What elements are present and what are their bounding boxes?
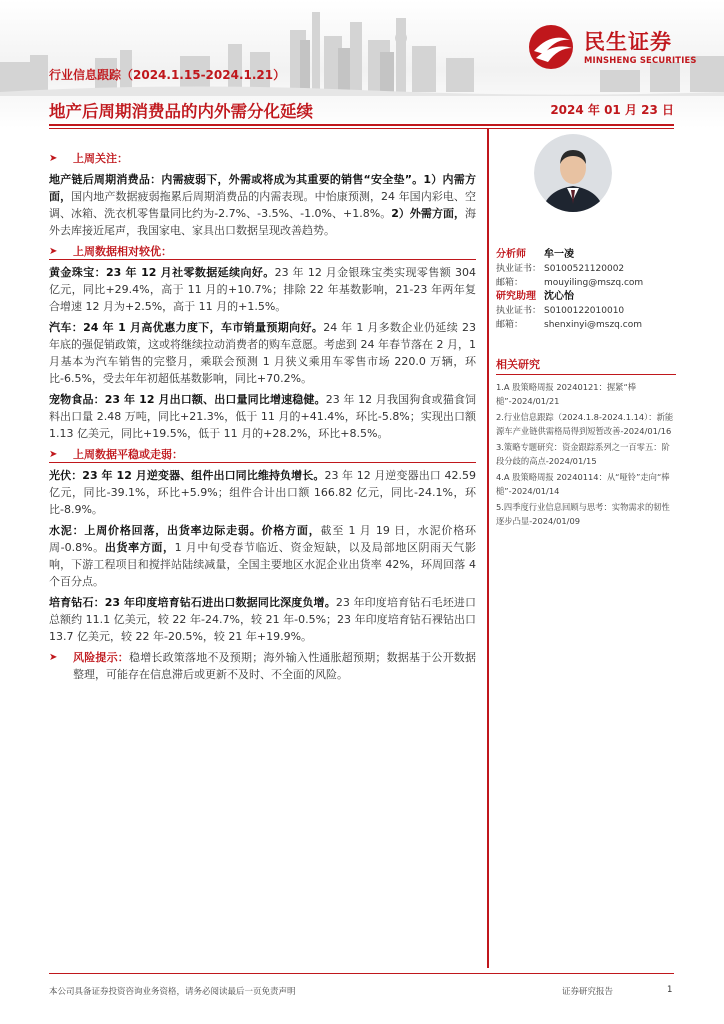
analyst-email[interactable]: shenxinyi@mszq.com: [544, 320, 642, 330]
column-divider: [487, 128, 489, 968]
arrow-icon: ➤: [49, 448, 58, 460]
section-head-weaker: [49, 446, 476, 463]
related-item-4[interactable]: 4.A 股策略周报 20240114：从“哑铃”走向“棒槌”-2024/01/14: [496, 472, 670, 496]
risk-text: 稳增长政策落地不及预期；海外输入性通胀超预期；数据基于公开数据整理，可能存在信息滞后或更新不及时、不全面的风险。: [73, 651, 476, 681]
cert-number: S0100521120002: [544, 264, 625, 274]
analyst-email[interactable]: mouyiling@mszq.com: [544, 278, 644, 288]
report-category: 行业信息跟踪（2024.1.15-2024.1.21）: [49, 68, 286, 82]
header-rule-thin: [49, 128, 674, 129]
bold-lead: 黄金珠宝：23 年 12 月社零数据延续向好。: [49, 266, 275, 279]
risk-paragraph: [73, 649, 476, 683]
body-text: 23 年 12 月我国狗食或猫食饲料出口量 2.48 万吨，同比+21.3%，低于 11 月的+41.4%，环比-5.8%；实现出口额 1.13 亿美元，同比+19.5%，低于 11 月的+28.2%，环比+8.5%。: [49, 393, 477, 440]
bold-lead: 水泥：上周价格回落，出货率边际走弱。价格方面，: [49, 524, 321, 537]
logo-english-name: MINSHENG SECURITIES: [584, 55, 697, 65]
arrow-icon: ➤: [49, 652, 58, 663]
email-label: 邮箱：: [496, 320, 524, 330]
analyst-role: 分析师: [496, 249, 526, 260]
analyst-2-name-row: [496, 290, 676, 304]
analyst-name: 沈心怡: [544, 291, 574, 302]
bold-lead: 2）外需方面，: [391, 207, 465, 220]
cert-number: S0100122010010: [544, 306, 625, 316]
risk-warning: [49, 649, 476, 687]
related-research-title: 相关研究: [496, 356, 676, 375]
body-text: 截至 1 月 19 日，水泥价格环周-0.8%。: [49, 524, 477, 554]
body-text: 24 年 1 月多数企业仍延续 23 年底的强促销政策，这或将继续拉动消费者的购车意愿。考虑到 24 年春节落在 2 月，1 月基本为汽车销售的完整月，乘联会预测 1 月狭义乘用车零售市场 220.0 万辆，环比-6.5%，受去年年初超低基数影响，同比+70.2%。: [49, 321, 476, 385]
header-rule-thick: [49, 124, 674, 126]
analyst-1-email-row: [496, 276, 676, 290]
bold-lead: 宠物食品：23 年 12 月出口额、出口量同比增速稳健。: [49, 393, 326, 406]
paragraph-jewelry: [49, 264, 476, 315]
footer-rule: [49, 973, 674, 974]
bold-lead: 地产链后周期消费品：内需疲弱下，外需或将成为其重要的销售“安全垫”。1）内需方面，: [49, 173, 476, 203]
related-item-2[interactable]: 2.行业信息跟踪（2024.1.8-2024.1.14）：新能源车产业链供需格局得到短暂改善-2024/01/16: [496, 412, 674, 436]
email-label: 邮箱：: [496, 278, 524, 288]
paragraph-diamond: [49, 594, 476, 645]
paragraph-auto: [49, 319, 476, 387]
arrow-icon: ➤: [49, 245, 58, 257]
footer-disclaimer: 本公司具备证券投资咨询业务资格，请务必阅读最后一页免责声明: [49, 987, 296, 997]
body-text: 1 月中旬受春节临近、资金短缺，以及局部地区阴雨天气影响，下游工程项目和搅拌站陆续减量，全国主要地区水泥企业出货率 42%，环周回落 4 个百分点。: [49, 541, 477, 588]
section-title: 上周关注：: [73, 152, 128, 165]
body-text: 23 年印度培育钻石毛坯进口总额约 11.1 亿美元，较 22 年-24.7%，较 21 年-0.5%；23 年印度培育钻石裸钻出口 13.7 亿美元，较 22 年-20.5%，较 21 年+19.9%。: [49, 596, 476, 643]
related-item-3[interactable]: 3.策略专题研究：资金跟踪系列之一百零五：阶段分歧的高点-2024/01/15: [496, 442, 670, 466]
risk-label: 风险提示：: [73, 651, 129, 664]
paragraph-cement: [49, 522, 476, 590]
body-text: 国内地产数据疲弱拖累后周期消费品的内需表现。中怡康预测，24 年国内彩电、空调、冰箱、洗衣机零售量同比约为-2.7%、-3.5%、-1.0%、+1.8%。: [49, 190, 476, 220]
analyst-1-cert-row: [496, 262, 676, 276]
body-text: 23 年 12 月逆变器出口 42.59 亿元，同比-39.1%，环比+5.9%；组件合计出口额 166.82 亿元，同比-24.1%，环比-8.9%。: [49, 469, 476, 516]
paragraph-pv: [49, 467, 476, 518]
report-title: 地产后周期消费品的内外需分化延续: [49, 102, 313, 121]
report-body: [49, 150, 476, 687]
section-title: 上周数据平稳或走弱：: [73, 447, 183, 461]
cert-label: 执业证书：: [496, 306, 542, 316]
page-number: 1: [667, 985, 673, 995]
analyst-name: 牟一凌: [544, 249, 574, 260]
related-item-1[interactable]: 1.A 股策略周报 20240121：握紧“棒槌”-2024/01/21: [496, 382, 637, 406]
body-text: 23 年 12 月金银珠宝类实现零售额 304 亿元，同比+29.4%，高于 11 月的+10.7%；排除 22 年基数影响，21-23 年两年复合增速 12 月为+2.5%，高于 11 月的+1.5%。: [49, 266, 476, 313]
minsheng-logo: [526, 22, 706, 72]
logo-chinese-name: 民生证券: [584, 30, 672, 54]
analyst-role: 研究助理: [496, 291, 536, 302]
section-head-focus: [49, 150, 476, 167]
paragraph-pet-food: [49, 391, 476, 442]
report-date: 2024 年 01 月 23 日: [550, 103, 674, 117]
cert-label: 执业证书：: [496, 264, 542, 274]
bold-lead: 培育钻石：23 年印度培育钻石进出口数据同比深度负增。: [49, 596, 336, 609]
paragraph-consumer: [49, 171, 476, 239]
related-item-5[interactable]: 5.四季度行业信息回顾与思考：实物需求的韧性逐步凸显-2024/01/09: [496, 502, 670, 526]
analyst-2-email-row: [496, 318, 676, 332]
arrow-icon: ➤: [49, 153, 58, 164]
logo-mark-icon: [526, 24, 576, 70]
section-head-better: [49, 243, 476, 260]
bold-lead: 出货率方面，: [104, 541, 175, 554]
analyst-photo: [534, 134, 612, 212]
analyst-2-cert-row: [496, 304, 676, 318]
footer-report-type: 证券研究报告: [562, 987, 614, 997]
bold-lead: 汽车：24 年 1 月高优惠力度下，车市销量预期向好。: [49, 321, 324, 334]
report-header: [0, 0, 724, 128]
section-title: 上周数据相对较优：: [73, 244, 172, 258]
analyst-list: [496, 248, 676, 332]
body-text: 海外去库接近尾声，我国家电、家具出口数据呈现改善趋势。: [49, 207, 476, 237]
bold-lead: 光伏：23 年 12 月逆变器、组件出口同比维持负增长。: [49, 469, 325, 482]
analyst-1-name-row: [496, 248, 676, 262]
related-research: [496, 356, 676, 530]
